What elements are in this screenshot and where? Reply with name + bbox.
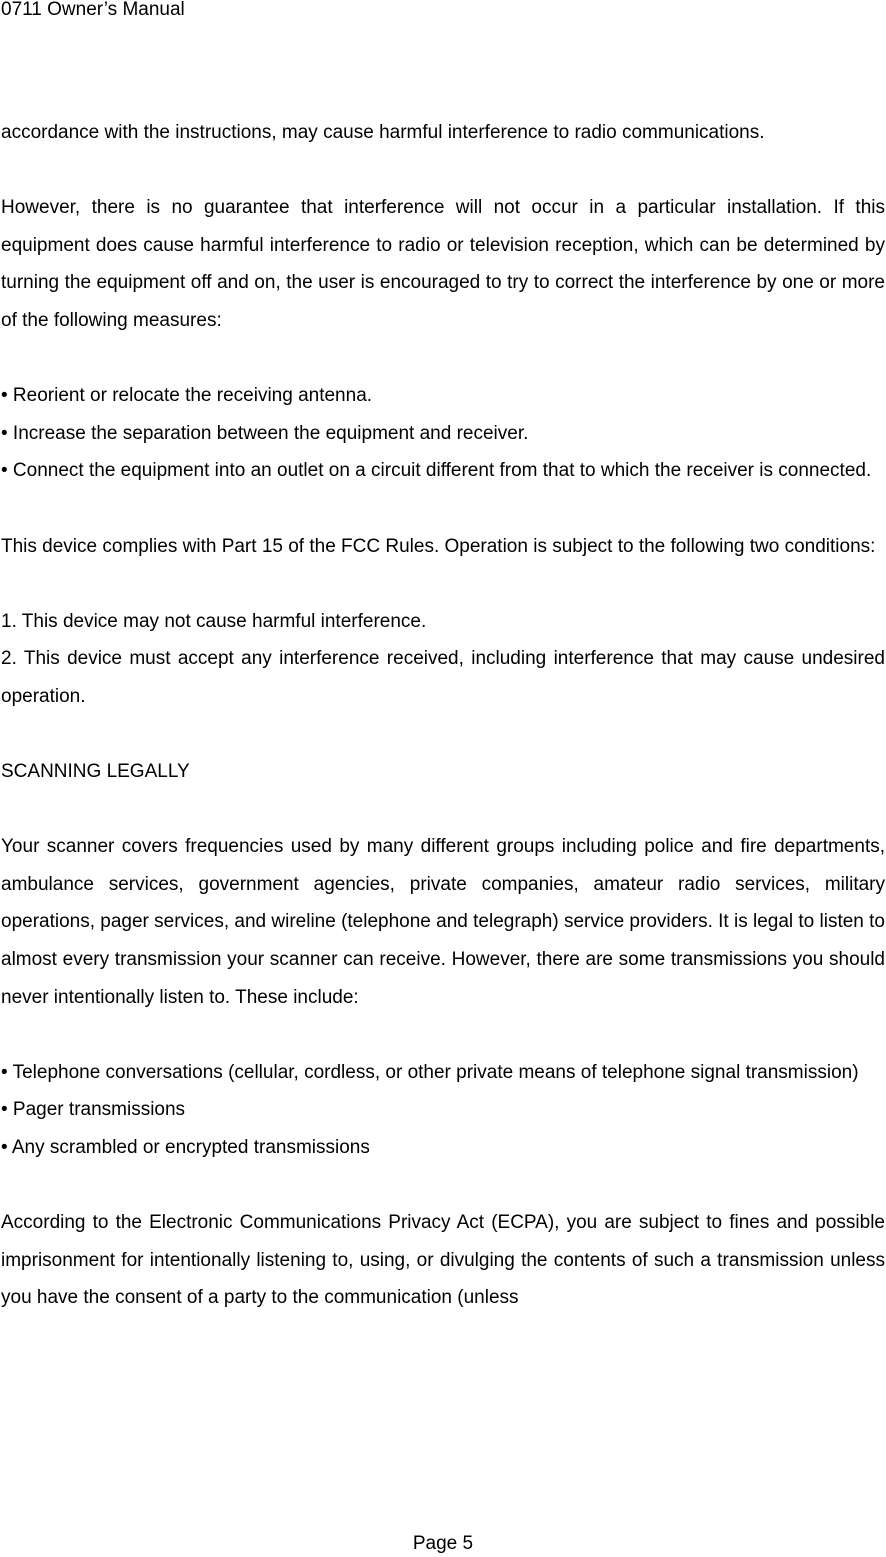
document-header: 0711 Owner’s Manual bbox=[1, 0, 185, 20]
paragraph-guarantee: However, there is no guarantee that interference will not occur in a particular installation. If this equipment does cause harmful interference to radio or television reception, which can be determined by turning the equipment off and on, the user is encouraged to try to correct the interference by one or more of the following measures: bbox=[1, 197, 885, 331]
list-item-prohibited: • Any scrambled or encrypted transmissions bbox=[1, 1137, 370, 1159]
page-body bbox=[1, 114, 885, 1317]
list-item-measure: • Connect the equipment into an outlet on a circuit different from that to which the receiver is connected. bbox=[1, 460, 872, 482]
page-number: Page 5 bbox=[412, 1533, 474, 1554]
list-item-prohibited: • Pager transmissions bbox=[1, 1099, 186, 1121]
paragraph-scanner: Your scanner covers frequencies used by many different groups including police and fire departments, ambulance services, government agencies, private companies, amateur radio services, military operations, pager services, and wireline (telephone and telegraph) service providers. It is legal to listen to almost every transmission your scanner can receive. However, there are some transmissions you should never intentionally listen to. These include: bbox=[1, 836, 885, 1008]
list-item-measure: • Reorient or relocate the receiving antenna. bbox=[1, 385, 373, 407]
paragraph-interference-intro: accordance with the instructions, may cause harmful interference to radio communications. bbox=[1, 122, 765, 143]
paragraph-ecpa: According to the Electronic Communications Privacy Act (ECPA), you are subject to fines and possible imprisonment for intentionally listening to, using, or divulging the contents of such a transmission unless you have the consent of a party to the communication (unless bbox=[1, 1212, 885, 1309]
list-item-prohibited: • Telephone conversations (cellular, cordless, or other private means of telephone signal transmission) bbox=[1, 1061, 859, 1083]
list-item-condition: 1. This device may not cause harmful interference. bbox=[1, 610, 427, 632]
list-item-measure: • Increase the separation between the equipment and receiver. bbox=[1, 422, 529, 444]
section-heading: SCANNING LEGALLY bbox=[1, 761, 190, 783]
paragraph-part15: This device complies with Part 15 of the FCC Rules. Operation is subject to the following two conditions: bbox=[1, 535, 876, 557]
list-item-condition: 2. This device must accept any interference received, including interference that may cause undesired operation. bbox=[1, 648, 885, 707]
